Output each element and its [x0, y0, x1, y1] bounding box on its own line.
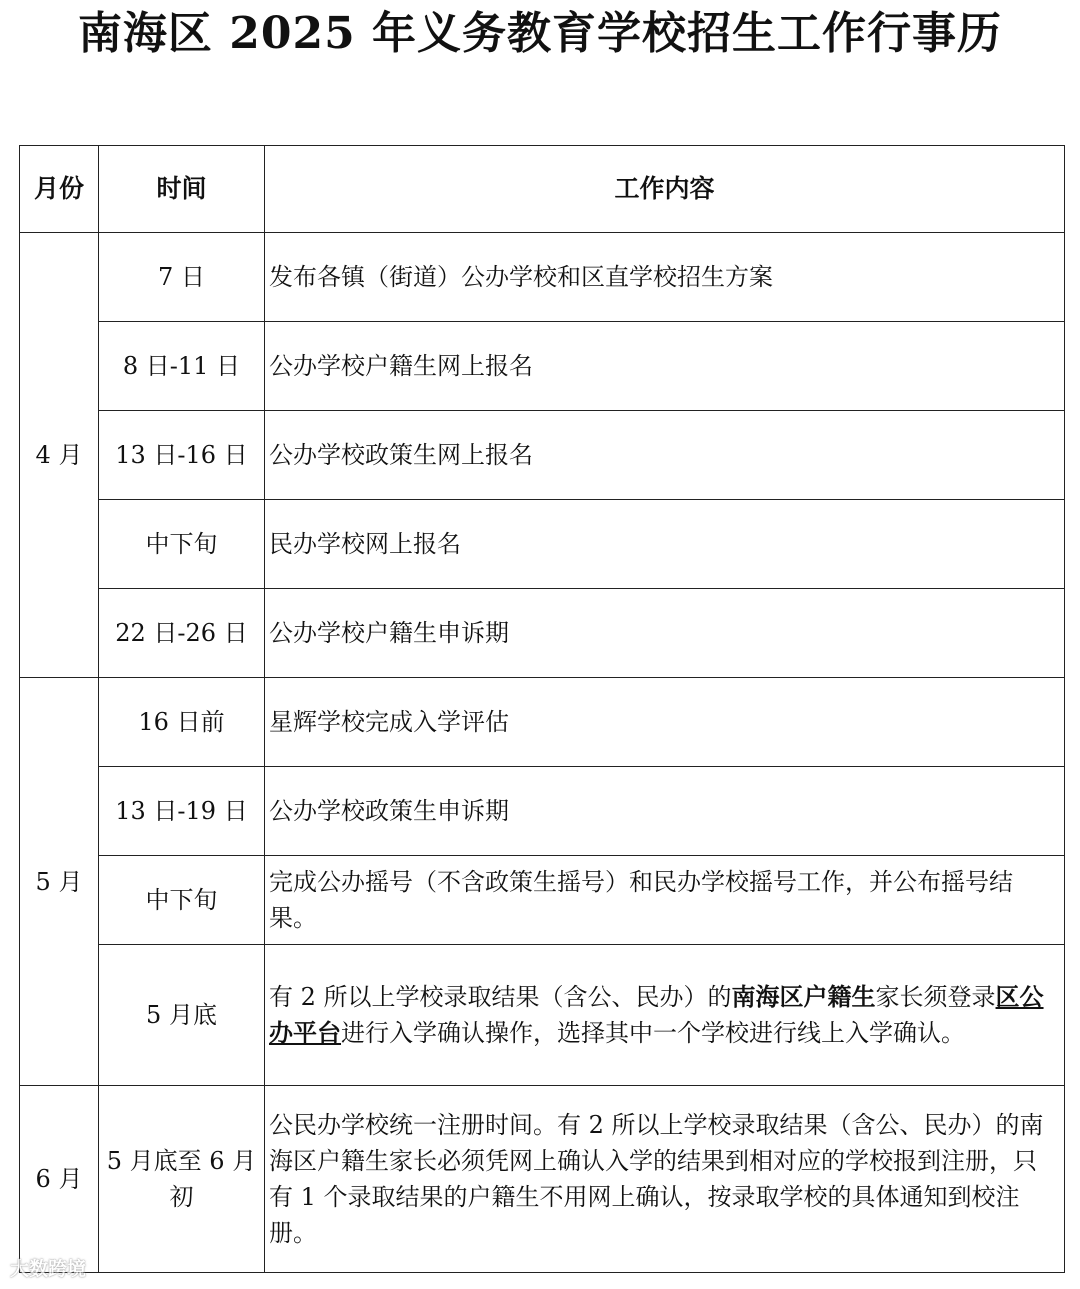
page-title: 南海区 2025 年义务教育学校招生工作行事历 — [77, 8, 1003, 59]
time-cell: 13 日-19 日 — [99, 767, 265, 856]
table-row — [20, 856, 1065, 945]
month-cell-april: 4 月 — [20, 233, 99, 678]
header-time: 时间 — [99, 146, 265, 233]
emphasis-text: 南海区户籍生 — [731, 982, 876, 1011]
content-cell: 公办学校户籍生申诉期 — [265, 589, 1065, 678]
table-row — [20, 411, 1065, 500]
header-month: 月份 — [20, 146, 99, 233]
month-cell-may: 5 月 — [20, 678, 99, 1086]
table-row — [20, 233, 1065, 322]
platform-link-text: 区公办平台 — [269, 982, 1044, 1047]
time-cell: 13 日-16 日 — [99, 411, 265, 500]
content-cell: 星辉学校完成入学评估 — [265, 678, 1065, 767]
content-cell: 公办学校政策生申诉期 — [265, 767, 1065, 856]
table-row — [20, 678, 1065, 767]
table-row — [20, 945, 1065, 1086]
content-cell: 民办学校网上报名 — [265, 500, 1065, 589]
header-content: 工作内容 — [265, 146, 1065, 233]
table-row — [20, 767, 1065, 856]
content-cell — [265, 945, 1065, 1086]
calendar-table — [19, 145, 1065, 1273]
content-cell: 完成公办摇号（不含政策生摇号）和民办学校摇号工作，并公布摇号结果。 — [265, 856, 1065, 945]
content-cell: 公办学校户籍生网上报名 — [265, 322, 1065, 411]
time-cell: 中下旬 — [99, 856, 265, 945]
content-text: 有 2 所以上学校录取结果（含公、民办）的 — [269, 983, 732, 1011]
content-text: 进行入学确认操作，选择其中一个学校进行线上入学确认。 — [341, 1019, 965, 1047]
time-cell: 8 日-11 日 — [99, 322, 265, 411]
table-row — [20, 1086, 1065, 1273]
table-row — [20, 322, 1065, 411]
time-cell: 5 月底至 6 月初 — [99, 1086, 265, 1273]
time-cell: 5 月底 — [99, 945, 265, 1086]
time-cell: 16 日前 — [99, 678, 265, 767]
content-cell: 发布各镇（街道）公办学校和区直学校招生方案 — [265, 233, 1065, 322]
table-row — [20, 589, 1065, 678]
content-text: 家长须登录 — [875, 983, 996, 1011]
time-cell: 7 日 — [99, 233, 265, 322]
time-cell: 22 日-26 日 — [99, 589, 265, 678]
content-cell: 公办学校政策生网上报名 — [265, 411, 1065, 500]
time-cell: 中下旬 — [99, 500, 265, 589]
table-row — [20, 500, 1065, 589]
month-cell-june: 6 月 — [20, 1086, 99, 1273]
content-cell: 公民办学校统一注册时间。有 2 所以上学校录取结果（含公、民办）的南海区户籍生家长必须凭网上确认入学的结果到相对应的学校报到注册，只有 1 个录取结果的户籍生不用网上确认，按录取学校的具体通知到校注册。 — [265, 1086, 1065, 1273]
watermark-text: 大数跨境 — [10, 1258, 87, 1280]
header-row — [20, 146, 1065, 233]
